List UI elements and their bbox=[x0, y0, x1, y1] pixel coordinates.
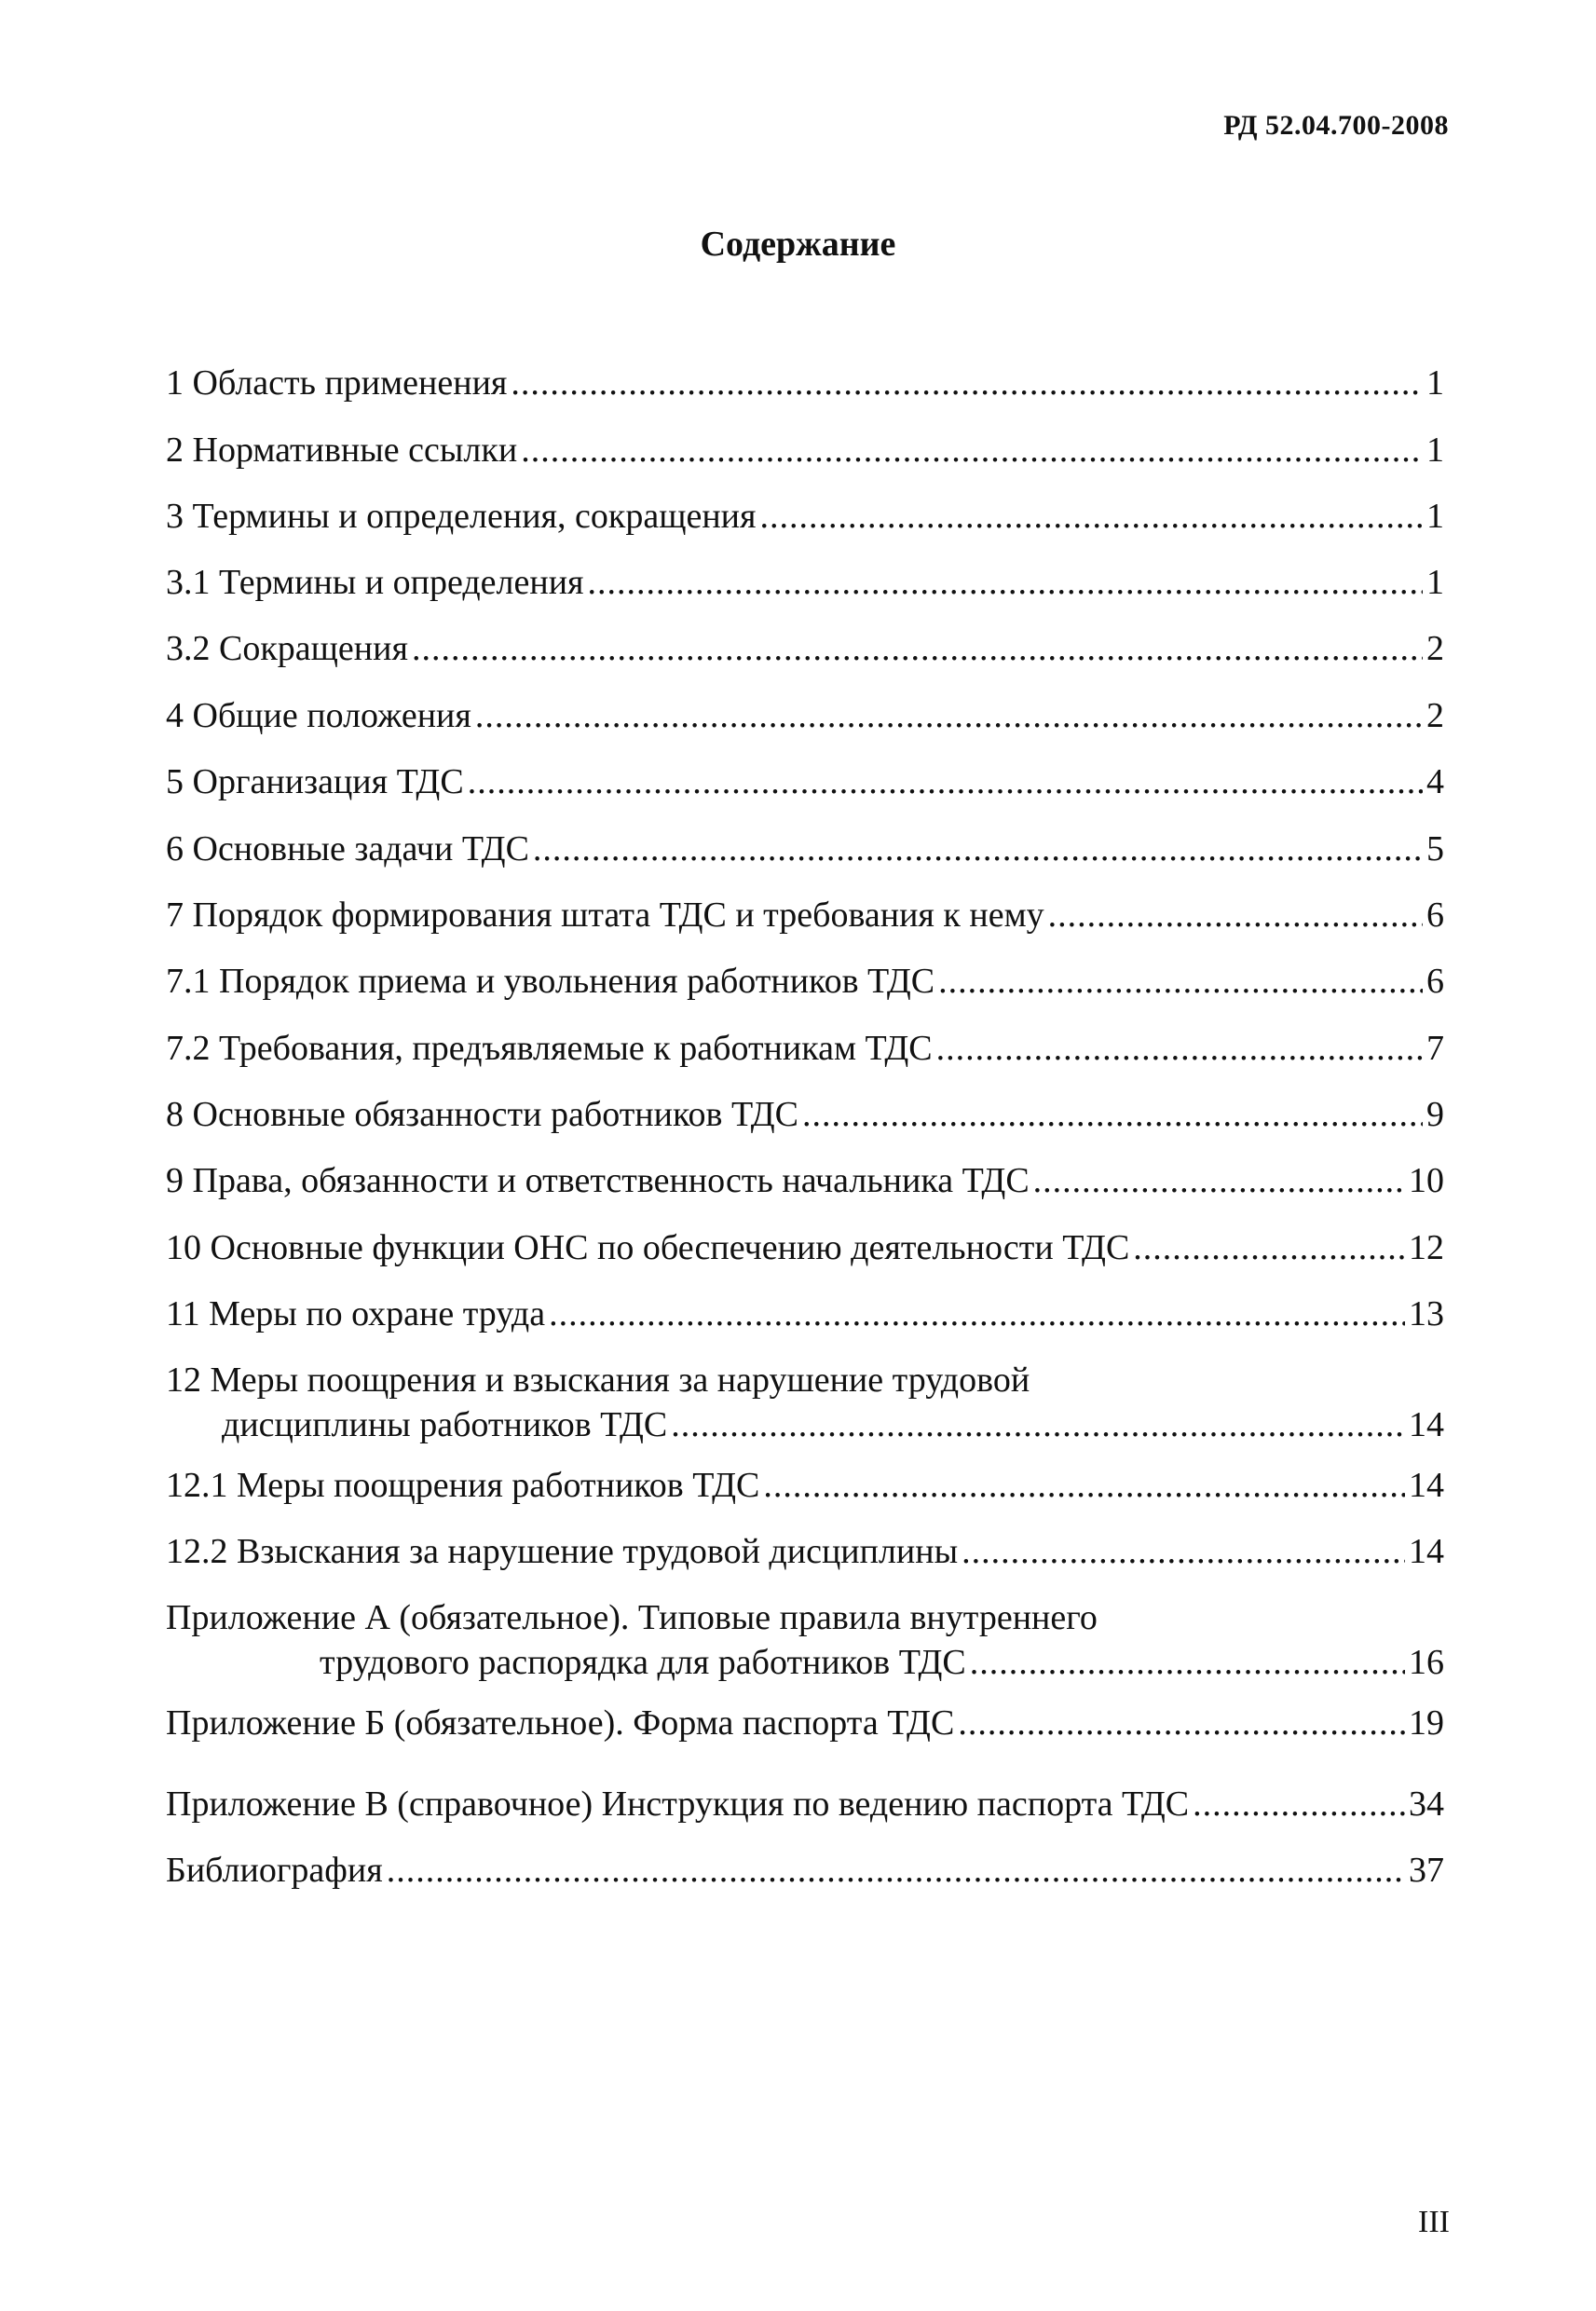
leader-dots bbox=[1048, 893, 1423, 937]
toc-entry[interactable] bbox=[166, 626, 1444, 671]
leader-dots bbox=[936, 1026, 1423, 1071]
toc-entry[interactable] bbox=[166, 1529, 1444, 1574]
toc-entry-label: трудового распорядка для работников ТДС bbox=[320, 1643, 966, 1682]
leader-dots bbox=[962, 1529, 1405, 1574]
toc-entry[interactable] bbox=[166, 1292, 1444, 1336]
toc-entry-label-first-line: Приложение А (обязательное). Типовые правила внутреннего bbox=[166, 1598, 1098, 1637]
toc-entry-label: 9 Права, обязанности и ответственность начальника ТДС bbox=[166, 1161, 1030, 1200]
toc-entry-label: Библиография bbox=[166, 1851, 383, 1890]
leader-dots bbox=[958, 1701, 1405, 1745]
leader-dots bbox=[802, 1092, 1423, 1137]
toc-entry-label: Приложение В (справочное) Инструкция по ведению паспорта ТДС bbox=[166, 1785, 1190, 1824]
toc-entry[interactable] bbox=[166, 1463, 1444, 1508]
toc-entry[interactable] bbox=[166, 560, 1444, 605]
leader-dots bbox=[387, 1848, 1405, 1893]
toc-entry-label: 3.1 Термины и определения bbox=[166, 563, 584, 602]
document-code: РД 52.04.700-2008 bbox=[1223, 110, 1449, 141]
toc-entry-page: 14 bbox=[1409, 1405, 1444, 1444]
toc-entry-page: 1 bbox=[1426, 497, 1444, 536]
toc-entry-label: 7.1 Порядок приема и увольнения работников ТДС bbox=[166, 962, 935, 1001]
toc-entry-page: 6 bbox=[1426, 962, 1444, 1001]
toc-entry-page: 12 bbox=[1409, 1228, 1444, 1267]
toc-entry-page: 37 bbox=[1409, 1851, 1444, 1890]
toc-entry[interactable] bbox=[166, 1782, 1444, 1826]
toc-entry-label: 11 Меры по охране труда bbox=[166, 1294, 546, 1333]
toc-entry[interactable] bbox=[166, 1225, 1444, 1270]
toc-entry[interactable] bbox=[166, 759, 1444, 804]
leader-dots bbox=[549, 1292, 1405, 1336]
toc-entry[interactable] bbox=[166, 1848, 1444, 1893]
toc-entry[interactable] bbox=[166, 827, 1444, 871]
toc-entry-page: 4 bbox=[1426, 762, 1444, 801]
toc-entry-page: 1 bbox=[1426, 431, 1444, 470]
toc-entry-label: 5 Организация ТДС bbox=[166, 762, 464, 801]
page-number: III bbox=[1418, 2205, 1450, 2239]
toc-entry-page: 16 bbox=[1409, 1643, 1444, 1682]
toc-entry[interactable] bbox=[166, 494, 1444, 539]
leader-dots bbox=[760, 494, 1424, 539]
leader-dots bbox=[521, 428, 1423, 472]
toc-entry-page: 10 bbox=[1409, 1161, 1444, 1200]
toc-entry-page: 34 bbox=[1409, 1785, 1444, 1824]
toc-entry-page: 9 bbox=[1426, 1095, 1444, 1134]
toc-entry-page: 14 bbox=[1409, 1466, 1444, 1505]
toc-entry-page: 1 bbox=[1426, 563, 1444, 602]
toc-entry[interactable] bbox=[166, 1595, 1444, 1685]
leader-dots bbox=[511, 361, 1423, 405]
toc-entry-label: 3 Термины и определения, сокращения bbox=[166, 497, 757, 536]
toc-entry[interactable] bbox=[166, 1701, 1444, 1745]
toc-entry-label: 3.2 Сокращения bbox=[166, 629, 408, 668]
toc-entry-page: 6 bbox=[1426, 896, 1444, 935]
toc-entry-page: 7 bbox=[1426, 1029, 1444, 1068]
leader-dots bbox=[1193, 1782, 1405, 1826]
toc-entry-label: 7.2 Требования, предъявляемые к работникам ТДС bbox=[166, 1029, 933, 1068]
leader-dots bbox=[763, 1463, 1405, 1508]
toc-entry-label: 4 Общие положения bbox=[166, 696, 471, 735]
toc-entry-page: 2 bbox=[1426, 629, 1444, 668]
toc-entry[interactable] bbox=[166, 1092, 1444, 1137]
toc-entry[interactable] bbox=[166, 361, 1444, 405]
leader-dots bbox=[475, 693, 1423, 738]
toc-entry-label-first-line: 12 Меры поощрения и взыскания за нарушение трудовой bbox=[166, 1361, 1030, 1400]
toc-entry[interactable] bbox=[166, 1358, 1444, 1447]
toc-entry-label: 8 Основные обязанности работников ТДС bbox=[166, 1095, 799, 1134]
toc-title: Содержание bbox=[700, 225, 896, 264]
toc-entry[interactable] bbox=[166, 893, 1444, 937]
toc-entry-label: 7 Порядок формирования штата ТДС и требования к нему bbox=[166, 896, 1044, 935]
toc-entry-page: 5 bbox=[1426, 829, 1444, 868]
leader-dots bbox=[533, 827, 1423, 871]
toc-entry[interactable] bbox=[166, 693, 1444, 738]
leader-dots bbox=[588, 560, 1423, 605]
leader-dots bbox=[938, 959, 1423, 1004]
toc-entry[interactable] bbox=[166, 959, 1444, 1004]
toc-entry-label: 12.1 Меры поощрения работников ТДС bbox=[166, 1466, 760, 1505]
toc-entry-label: 12.2 Взыскания за нарушение трудовой дисциплины bbox=[166, 1532, 959, 1571]
leader-dots bbox=[1033, 1158, 1405, 1203]
toc-entry-label: 1 Область применения bbox=[166, 363, 508, 403]
toc-entry-page: 14 bbox=[1409, 1532, 1444, 1571]
leader-dots bbox=[671, 1402, 1405, 1447]
toc-entry[interactable] bbox=[166, 428, 1444, 472]
leader-dots bbox=[970, 1640, 1405, 1685]
toc-entry[interactable] bbox=[166, 1026, 1444, 1071]
toc-entry-page: 2 bbox=[1426, 696, 1444, 735]
leader-dots bbox=[412, 626, 1423, 671]
toc-entry-label: Приложение Б (обязательное). Форма паспорта ТДС bbox=[166, 1703, 955, 1743]
toc-entry-page: 19 bbox=[1409, 1703, 1444, 1743]
leader-dots bbox=[1133, 1225, 1405, 1270]
leader-dots bbox=[468, 759, 1423, 804]
toc-entry-label: 10 Основные функции ОНС по обеспечению деятельности ТДС bbox=[166, 1228, 1130, 1267]
toc-entry-page: 13 bbox=[1409, 1294, 1444, 1333]
toc-entry-page: 1 bbox=[1426, 363, 1444, 403]
toc-entry-label: дисциплины работников ТДС bbox=[222, 1405, 668, 1444]
toc-entry-label: 6 Основные задачи ТДС bbox=[166, 829, 529, 868]
toc-entry[interactable] bbox=[166, 1158, 1444, 1203]
toc-entry-label: 2 Нормативные ссылки bbox=[166, 431, 518, 470]
